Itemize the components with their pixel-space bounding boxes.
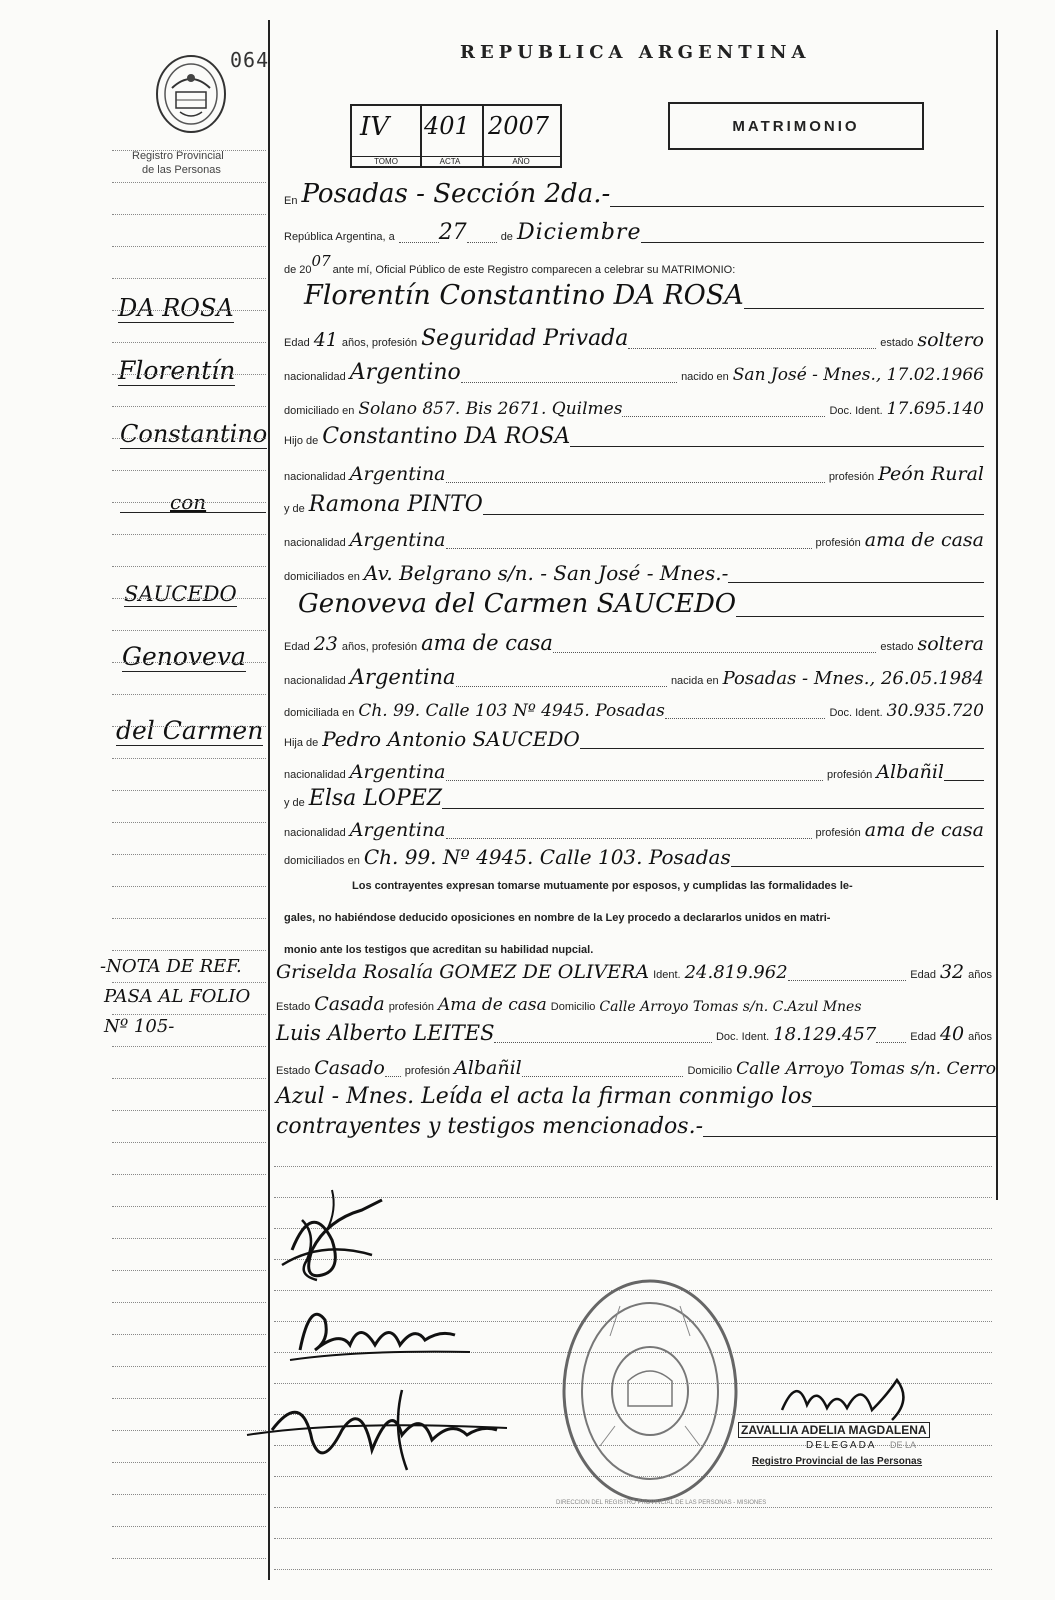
left-column-rule: [268, 20, 270, 1580]
witness2-estado-row: Estado Casado profesión Albañil Domicilio Calle Arroyo Tomas s/n. Cerro: [276, 1057, 996, 1079]
signature-ruled-line: [274, 1507, 992, 1508]
official-title: DELEGADA: [806, 1440, 877, 1451]
groom-mother-nat-row: nacionalidad Argentina profesión ama de casa: [284, 529, 984, 551]
acta-label: ACTA: [418, 156, 482, 166]
signature-3: [242, 1380, 512, 1480]
left-ruled-line: [112, 630, 266, 631]
margin-bride-surname: SAUCEDO: [124, 582, 237, 606]
registry-line2: de las Personas: [142, 164, 221, 176]
official-signature: [772, 1370, 922, 1430]
left-ruled-line: [112, 598, 266, 599]
left-ruled-line: [112, 502, 266, 503]
anio-value: 2007: [488, 112, 550, 140]
signature-ruled-line: [274, 1569, 992, 1570]
groom-nat-row: nacionalidad Argentino nacido en San José - Mnes., 17.02.1966: [284, 360, 984, 385]
right-margin-rule: [996, 30, 998, 1200]
year-suffix: 07: [311, 252, 331, 270]
doc-type-box: [668, 102, 924, 150]
anio-label: AÑO: [482, 156, 560, 166]
bride-nat-row: nacionalidad Argentina nacida en Posadas - Mnes., 26.05.1984: [284, 665, 984, 689]
registry-line1: Registro Provincial: [132, 150, 224, 162]
left-ruled-line: [112, 566, 266, 567]
bride-mother-row: y de Elsa LOPEZ: [284, 782, 984, 812]
left-ruled-line: [112, 1366, 266, 1367]
left-ruled-line: [112, 406, 266, 407]
left-ruled-line: [112, 182, 266, 183]
left-ruled-line: [112, 886, 266, 887]
page-number: 064: [230, 48, 270, 72]
left-ruled-line: [112, 1078, 266, 1079]
left-ruled-line: [112, 1110, 266, 1111]
margin-bride-middle: del Carmen: [116, 716, 264, 745]
left-ruled-line: [112, 918, 266, 919]
left-ruled-line: [112, 470, 266, 471]
intro-place-row: En Posadas - Sección 2da.-: [284, 180, 984, 210]
bride-age-row: Edad 23 años, profesión ama de casa estado soltera: [284, 631, 984, 655]
left-ruled-line: [112, 854, 266, 855]
bride-parents-dom-row: domiciliados en Ch. 99. Nº 4945. Calle 103. Posadas: [284, 840, 984, 870]
left-ruled-line: [112, 662, 266, 663]
left-ruled-line: [112, 1270, 266, 1271]
official-seal-icon: [560, 1276, 740, 1506]
margin-nota-line3: Nº 105-: [104, 1016, 175, 1037]
groom-mother-row: y de Ramona PINTO: [284, 488, 984, 518]
day-value: 27: [438, 220, 467, 245]
bride-name-row: [284, 584, 984, 620]
groom-full-name: Florentín Constantino DA ROSA: [304, 280, 744, 311]
acta-value: 401: [424, 112, 470, 140]
margin-con-line: [120, 512, 266, 513]
left-ruled-line: [112, 1238, 266, 1239]
signature-1: [272, 1180, 402, 1290]
left-ruled-line: [112, 950, 266, 951]
place-value: Posadas - Sección 2da.-: [301, 179, 611, 209]
month-value: Diciembre: [516, 220, 642, 245]
left-ruled-line: [112, 726, 266, 727]
signature-ruled-line: [274, 1166, 992, 1167]
witness1-estado-row: Estado Casada profesión Ama de casa Domicilio Calle Arroyo Tomas s/n. C.Azul Mnes: [276, 993, 862, 1015]
left-ruled-line: [112, 1526, 266, 1527]
left-ruled-line: [112, 790, 266, 791]
bride-dom-row: domiciliada en Ch. 99. Calle 103 Nº 4945. Posadas Doc. Ident. 30.935.720: [284, 701, 984, 721]
left-ruled-line: [112, 822, 266, 823]
left-ruled-line: [112, 694, 266, 695]
signature-2: [280, 1290, 480, 1370]
margin-groom-first: Florentín: [118, 356, 236, 385]
witness2-name: Luis Alberto LEITES: [276, 1021, 495, 1045]
bride-father-nat-row: nacionalidad Argentina profesión Albañil: [284, 754, 984, 784]
left-ruled-line: [112, 1334, 266, 1335]
declaration-line3: monio ante los testigos que acreditan su habilidad nupcial.: [284, 944, 594, 956]
official-office: Registro Provincial de las Personas: [752, 1456, 923, 1467]
left-ruled-line: [112, 278, 266, 279]
bride-full-name: Genoveva del Carmen SAUCEDO: [298, 589, 737, 619]
left-ruled-line: [112, 1302, 266, 1303]
tomo-label: TOMO: [352, 156, 420, 166]
left-ruled-line: [112, 1142, 266, 1143]
closing-line2: contrayentes y testigos mencionados.-: [276, 1110, 996, 1140]
left-ruled-line: [112, 342, 266, 343]
left-ruled-line: [112, 246, 266, 247]
margin-groom-surname: DA ROSA: [118, 294, 234, 322]
left-ruled-line: [112, 438, 266, 439]
country-title: REPUBLICA ARGENTINA: [460, 42, 811, 63]
groom-name-row: [284, 276, 984, 312]
witness2-name-row: Luis Alberto LEITES Doc. Ident. 18.129.457 Edad 40 años: [276, 1021, 992, 1045]
tomo-value: IV: [360, 112, 390, 142]
tomo-box: [350, 104, 422, 168]
left-ruled-line: [112, 1046, 266, 1047]
acta-box: [418, 104, 484, 168]
left-ruled-line: [112, 758, 266, 759]
margin-groom-middle: Constantino: [120, 420, 268, 448]
left-ruled-line: [112, 374, 266, 375]
margin-nota-line2: PASA AL FOLIO: [104, 986, 251, 1007]
provincial-emblem-icon: [150, 48, 232, 136]
seal-text: DIRECCION DEL REGISTRO PROVINCIAL DE LAS PERSONAS - MISIONES: [556, 1500, 767, 1506]
groom-father-row: Hijo de Constantino DA ROSA: [284, 420, 984, 450]
groom-age-row: Edad 41 años, profesión Seguridad Privada estado soltero: [284, 326, 984, 351]
left-ruled-line: [112, 1174, 266, 1175]
witness1-name-row: Griselda Rosalía GOMEZ DE OLIVERA Ident. 24.819.962 Edad 32 años: [276, 961, 992, 983]
witness1-name: Griselda Rosalía GOMEZ DE OLIVERA: [276, 961, 650, 983]
official-title-suffix: DE LA: [890, 1440, 917, 1450]
left-ruled-line: [112, 982, 266, 983]
left-ruled-line: [112, 1014, 266, 1015]
bride-mother-nat-row: nacionalidad Argentina profesión ama de casa: [284, 819, 984, 841]
left-ruled-line: [112, 1206, 266, 1207]
declaration-line1: Los contrayentes expresan tomarse mutuamente por esposos, y cumplidas las formalidades le-: [352, 880, 853, 892]
left-ruled-line: [112, 214, 266, 215]
left-ruled-line: [112, 1558, 266, 1559]
left-ruled-line: [112, 1494, 266, 1495]
bride-father-row: Hija de Pedro Antonio SAUCEDO: [284, 722, 984, 752]
left-ruled-line: [112, 150, 266, 151]
signature-ruled-line: [274, 1538, 992, 1539]
intro-year-row: de 20 07 ante mí, Oficial Público de este Registro comparecen a celebrar su MATRIMONIO:: [284, 252, 736, 276]
groom-parents-dom-row: domiciliados en Av. Belgrano s/n. - San José - Mnes.-: [284, 556, 984, 586]
doc-type-label: MATRIMONIO: [732, 117, 860, 135]
left-ruled-line: [112, 310, 266, 311]
anio-box: [482, 104, 562, 168]
groom-dom-row: domiciliado en Solano 857. Bis 2671. Quilmes Doc. Ident. 17.695.140: [284, 399, 984, 419]
declaration-line2: gales, no habiéndose deducido oposiciones en nombre de la Ley procedo a declararlos unidos en matri-: [284, 912, 831, 924]
official-stamp-name: ZAVALLIA ADELIA MAGDALENA: [738, 1422, 930, 1438]
groom-father-nat-row: nacionalidad Argentina profesión Peón Rural: [284, 463, 984, 485]
margin-bride-first: Genoveva: [122, 642, 246, 671]
margin-con: con: [170, 490, 207, 514]
left-ruled-line: [112, 534, 266, 535]
intro-date-row: República Argentina, a 27 de Diciembre: [284, 216, 984, 246]
closing-line1: Azul - Mnes. Leída el acta la firman conmigo los: [276, 1080, 996, 1110]
margin-nota-line1: -NOTA DE REF.: [100, 956, 242, 977]
